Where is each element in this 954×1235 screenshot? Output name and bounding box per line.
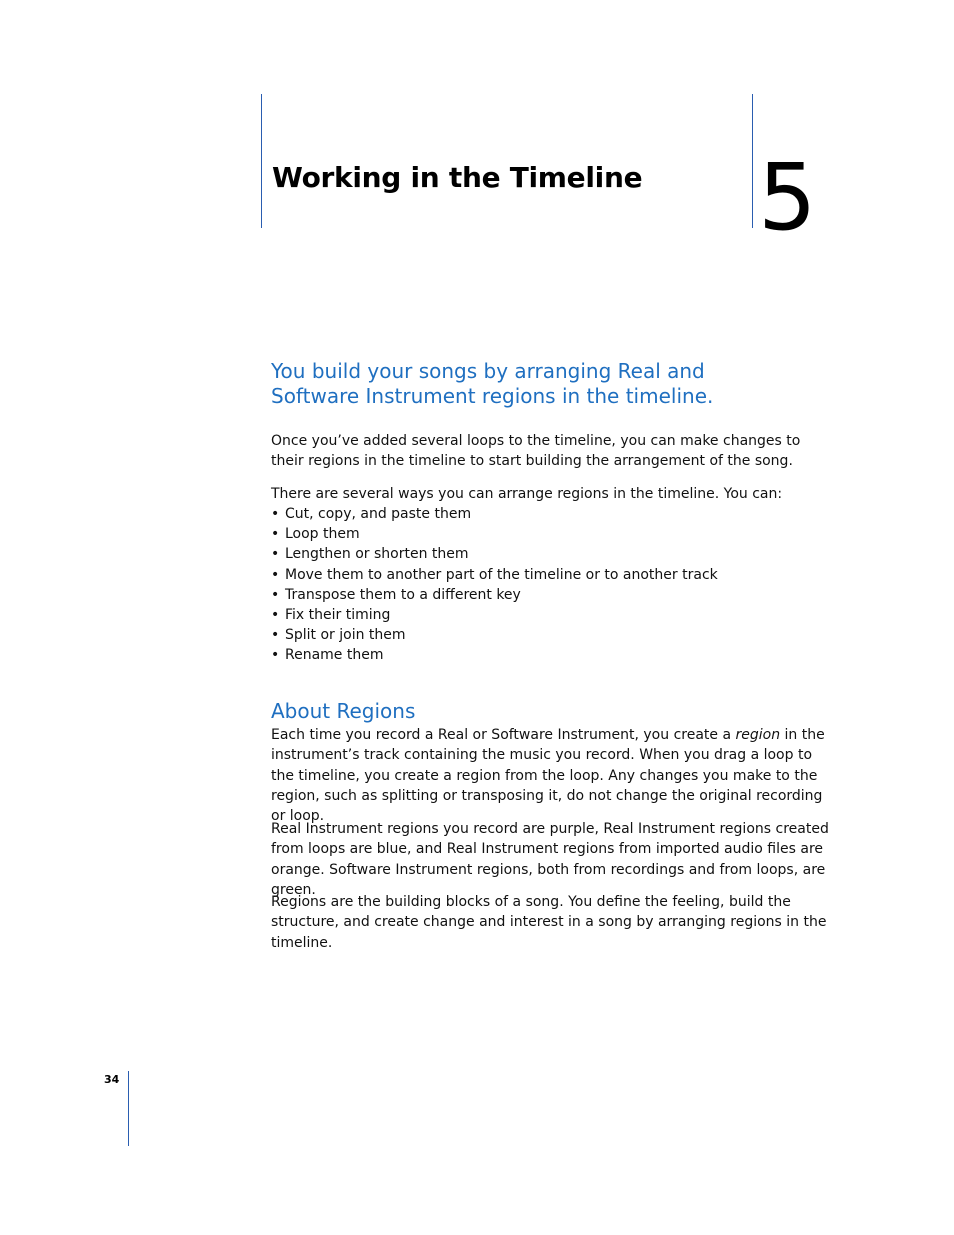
bullet-icon: •: [271, 566, 280, 583]
list-item: [271, 645, 831, 665]
bullet-icon: •: [271, 607, 280, 624]
list-item-text: Fix their timing: [285, 607, 391, 624]
paragraph-region-colors: Real Instrument regions you record are purple, Real Instrument regions created from loops are blue, and Real Instrument regions from imported audio files are orange. Software Instrument regions, both from recordings and from loops, are green.: [271, 821, 829, 898]
chapter-rule-left: [261, 94, 262, 228]
list-item-text: Lengthen or shorten them: [285, 546, 469, 563]
list-item-text: Split or join them: [285, 627, 406, 644]
chapter-rule-right: [752, 94, 753, 228]
list-item-text: Cut, copy, and paste them: [285, 506, 472, 522]
intro-heading: You build your songs by arranging Real and Software Instrument regions in the timeline.: [271, 359, 714, 408]
section-title-about-regions: About Regions: [271, 699, 416, 723]
chapter-title: Working in the Timeline: [272, 161, 643, 194]
bullet-icon: •: [271, 506, 280, 522]
bullet-icon: •: [271, 647, 280, 664]
list-item-text: Move them to another part of the timeline or to another track: [285, 566, 718, 583]
chapter-number: 5: [758, 144, 817, 251]
list-item-text: Loop them: [285, 526, 360, 543]
list-item: [271, 605, 831, 625]
list-item: [271, 524, 831, 544]
paragraph-text: Each time you record a Real or Software Instrument, you create a: [271, 727, 736, 743]
paragraph-ways: There are several ways you can arrange regions in the timeline. You can:: [271, 486, 783, 502]
page-number: 34: [104, 1073, 120, 1086]
list-item: [271, 625, 831, 645]
paragraph-intro: Once you’ve added several loops to the timeline, you can make changes to their regions in the timeline to start building the arrangement of the song.: [271, 433, 801, 470]
paragraph-building-blocks: Regions are the building blocks of a song. You define the feeling, build the structure, and create change and interest in a song by arranging regions in the timeline.: [271, 894, 827, 951]
list-item: [271, 565, 831, 585]
bullet-icon: •: [271, 526, 280, 543]
arrange-options-list: [271, 504, 831, 666]
bullet-icon: •: [271, 586, 280, 603]
paragraph-text: in the instrument’s track containing the music you record. When you drag a loop to the timeline, you create a region from the loop. Any changes you make to the region, such as splitting or transposing it, do not change the original recording or loop.: [271, 727, 825, 825]
list-item: [271, 504, 831, 524]
bullet-icon: •: [271, 627, 280, 644]
paragraph-regions-definition: [271, 725, 831, 826]
list-item-text: Rename them: [285, 647, 384, 664]
bullet-icon: •: [271, 546, 280, 563]
term-region: region: [735, 727, 781, 743]
footer-rule: [128, 1071, 129, 1146]
list-item-text: Transpose them to a different key: [285, 586, 521, 603]
list-item: [271, 544, 831, 564]
list-item: [271, 585, 831, 605]
